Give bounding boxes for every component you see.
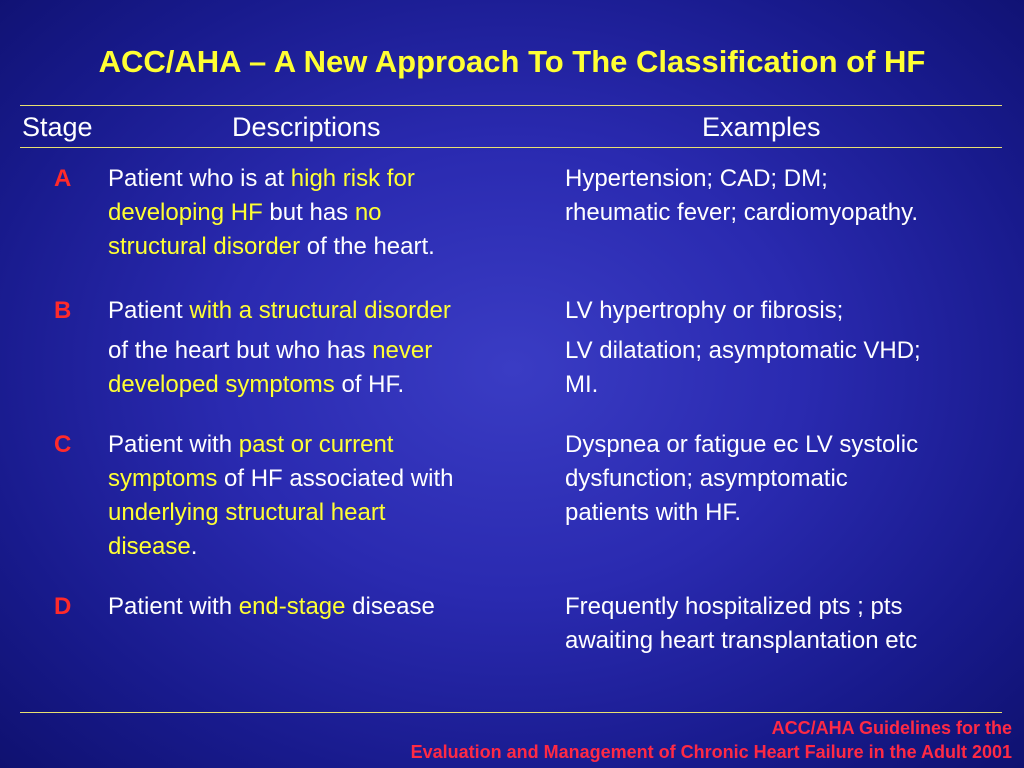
stage-letter-c: C: [54, 431, 72, 458]
description-stage-a: Patient who is at high risk for developing HF but has no structural disorder of the heart.: [108, 165, 435, 260]
description-stage-b: Patient with a structural disorder of the heart but who has never developed symptoms of HF.: [108, 297, 451, 398]
examples-stage-a: Hypertension; CAD; DM; rheumatic fever; cardiomyopathy.: [565, 165, 919, 226]
description-stage-d: Patient with end-stage disease: [108, 593, 435, 620]
header-bottom-rule: [20, 147, 1002, 148]
description-stage-c: Patient with past or current symptoms of HF associated with underlying structural heart disease.: [108, 431, 454, 560]
stage-letter-d: D: [54, 593, 72, 620]
header-descriptions: Descriptions: [232, 112, 381, 142]
examples-stage-d: Frequently hospitalized pts ; pts awaiting heart transplantation etc: [565, 593, 918, 654]
header-examples: Examples: [702, 112, 821, 142]
footer-citation-line-1: ACC/AHA Guidelines for the: [771, 718, 1012, 738]
examples-stage-c: Dyspnea or fatigue ec LV systolic dysfunction; asymptomatic patients with HF.: [565, 431, 919, 526]
stage-letter-a: A: [54, 165, 72, 192]
header-stage: Stage: [22, 112, 93, 142]
examples-stage-b: LV hypertrophy or fibrosis; LV dilatation; asymptomatic VHD; MI.: [565, 297, 921, 398]
footer-citation-line-2: Evaluation and Management of Chronic Heart Failure in the Adult 2001: [410, 742, 1012, 762]
footer-rule: [20, 712, 1002, 713]
slide-title: ACC/AHA – A New Approach To The Classification of HF: [98, 44, 926, 79]
stage-letter-b: B: [54, 297, 72, 324]
header-top-rule: [20, 105, 1002, 106]
